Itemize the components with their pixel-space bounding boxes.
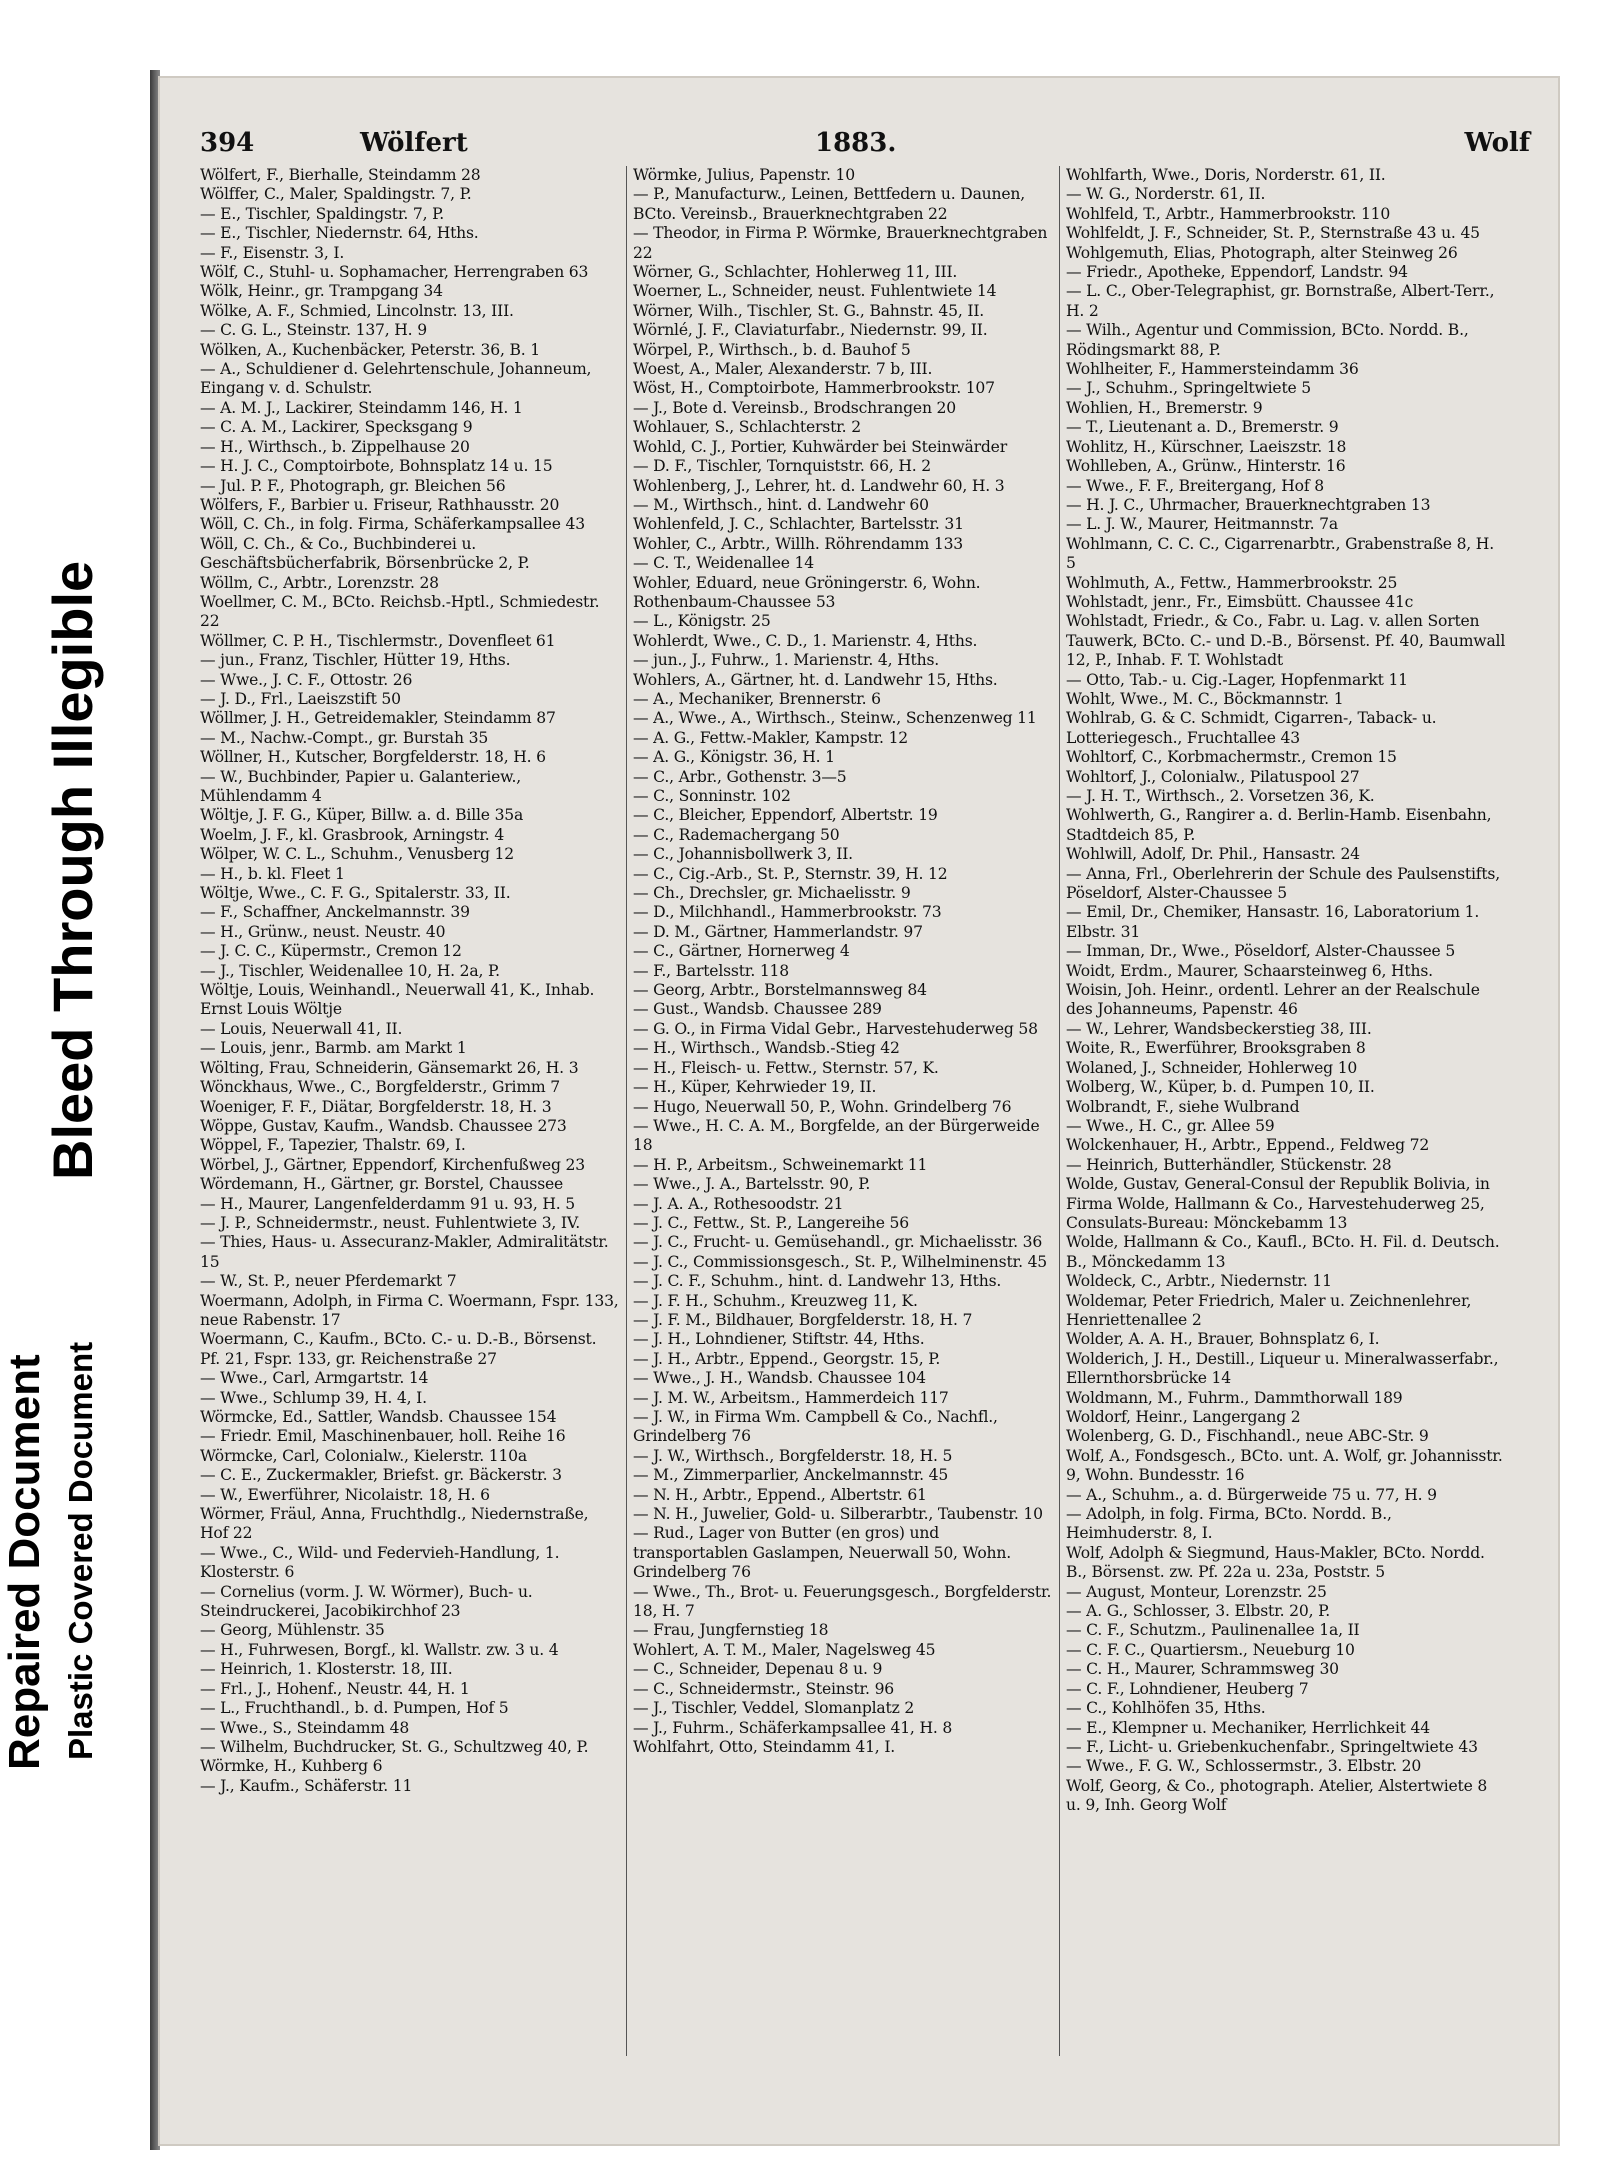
directory-entry: Wördemann, H., Gärtner, gr. Borstel, Chaussee xyxy=(200,1175,564,1194)
directory-entry: — Friedr. Emil, Maschinenbauer, holl. Reihe 16 xyxy=(200,1427,566,1446)
directory-entry: — C. F. C., Quartiersm., Neueburg 10 xyxy=(1066,1640,1355,1659)
directory-entry: — F., Licht- u. Griebenkuchenfabr., Springeltwiete 43 xyxy=(1066,1737,1478,1756)
directory-entry: Wölfers, F., Barbier u. Friseur, Rathhausstr. 20 xyxy=(200,495,560,514)
directory-entry: Wohlers, A., Gärtner, ht. d. Landwehr 15, Hths. xyxy=(633,670,998,689)
directory-entry: — J. C. F., Schuhm., hint. d. Landwehr 13, Hths. xyxy=(633,1272,1002,1291)
directory-entry: Wohlleben, A., Grünw., Hinterstr. 16 xyxy=(1066,457,1346,476)
directory-entry: — H., Wirthsch., Wandsb.-Stieg 42 xyxy=(633,1039,900,1058)
directory-entry: — W., Buchbinder, Papier u. Galanteriew., Mühlendamm 4 xyxy=(200,767,521,805)
directory-entry: Wohld, C. J., Portier, Kuhwärder bei Steinwärder xyxy=(633,437,1007,456)
directory-entry: Wohlfeld, T., Arbtr., Hammerbrookstr. 110 xyxy=(1066,204,1391,223)
directory-entry: — W., St. P., neuer Pferdemarkt 7 xyxy=(200,1272,457,1291)
directory-entry: Wohler, C., Arbtr., Willh. Röhrendamm 133 xyxy=(633,534,964,553)
column-2 xyxy=(633,166,1053,2086)
directory-entry: — Emil, Dr., Chemiker, Hansastr. 16, Laboratorium 1. Elbstr. 31 xyxy=(1066,903,1480,941)
directory-entry: Wohlmuth, A., Fettw., Hammerbrookstr. 25 xyxy=(1066,573,1398,592)
directory-entry: — C. E., Zuckermakler, Briefst. gr. Bäckerstr. 3 xyxy=(200,1466,562,1485)
directory-entry: — J. A. A., Rothesoodstr. 21 xyxy=(633,1194,844,1213)
directory-entry: — C., Bleicher, Eppendorf, Albertstr. 19 xyxy=(633,806,938,825)
directory-entry: Wolf, A., Fondsgesch., BCto. unt. A. Wolf, gr. Johannisstr. 9, Wohn. Bundesstr. 16 xyxy=(1066,1446,1503,1485)
directory-entry: — W. G., Norderstr. 61, II. xyxy=(1066,185,1266,204)
directory-entry: — H., Fleisch- u. Fettw., Sternstr. 57, K. xyxy=(633,1058,939,1077)
directory-entry: — Theodor, in Firma P. Wörmke, Brauerknechtgraben 22 xyxy=(633,224,1048,262)
directory-entry: — Heinrich, Butterhändler, Stückenstr. 28 xyxy=(1066,1155,1392,1174)
directory-entry: — C. F., Lohndiener, Heuberg 7 xyxy=(1066,1679,1309,1698)
directory-entry: — A., Mechaniker, Brennerstr. 6 xyxy=(633,689,881,708)
directory-entry: — Otto, Tab.- u. Cig.-Lager, Hopfenmarkt 11 xyxy=(1066,670,1408,689)
directory-entry: — H. J. C., Uhrmacher, Brauerknechtgraben 13 xyxy=(1066,495,1431,514)
directory-entry: — Wwe., F. G. W., Schlossermstr., 3. Elbstr. 20 xyxy=(1066,1757,1422,1776)
directory-entry: — A. G., Königstr. 36, H. 1 xyxy=(633,748,835,767)
directory-entry: Wohlfeldt, J. F., Schneider, St. P., Sternstraße 43 u. 45 xyxy=(1066,224,1480,243)
directory-entry: — A. G., Fettw.-Makler, Kampstr. 12 xyxy=(633,728,909,747)
directory-entry: — E., Klempner u. Mechaniker, Herrlichkeit 44 xyxy=(1066,1718,1430,1737)
directory-entry: — Wwe., H. C., gr. Allee 59 xyxy=(1066,1116,1275,1135)
right-catchword: Wolf xyxy=(1464,128,1530,158)
directory-entry: — J. H., Arbtr., Eppend., Georgstr. 15, P. xyxy=(633,1349,941,1368)
directory-entry: — Rud., Lager von Butter (en gros) und transportablen Gaslampen, Neuerwall 50, Wohn. Grindelberg 76 xyxy=(633,1524,1011,1582)
year: 1883. xyxy=(815,128,897,158)
directory-entry: Wohlwerth, G., Rangirer a. d. Berlin-Hamb. Eisenbahn, Stadtdeich 85, P. xyxy=(1066,806,1492,844)
directory-entry: Wörmke, Julius, Papenstr. 10 xyxy=(633,166,855,184)
directory-entry: — C., Sonninstr. 102 xyxy=(633,787,791,805)
directory-entry: — P., Manufacturw., Leinen, Bettfedern u. Daunen, BCto. Vereinsb., Brauerknechtgraben 22 xyxy=(633,185,1025,223)
directory-entry: — N. H., Juwelier, Gold- u. Silberarbtr., Taubenstr. 10 xyxy=(633,1505,1043,1524)
directory-entry: — L., Königstr. 25 xyxy=(633,612,771,631)
directory-entry: — Louis, jenr., Barmb. am Markt 1 xyxy=(200,1039,467,1058)
directory-entry: — jun., Franz, Tischler, Hütter 19, Hths. xyxy=(200,651,511,670)
left-catchword: Wölfert xyxy=(360,128,468,158)
column-rule xyxy=(626,166,627,2056)
directory-entry: Wölken, A., Kuchenbäcker, Peterstr. 36, B. 1 xyxy=(200,340,540,359)
directory-entry: Woidt, Erdm., Maurer, Schaarsteinweg 6, Hths. xyxy=(1066,961,1433,980)
directory-entry: Wohltorf, J., Colonialw., Pilatuspool 27 xyxy=(1066,767,1360,786)
directory-entry: — J. H., Lohndiener, Stiftstr. 44, Hths. xyxy=(633,1330,925,1349)
directory-entry: Wörbel, J., Gärtner, Eppendorf, Kirchenfußweg 23 xyxy=(200,1155,585,1174)
directory-entry: Woite, R., Ewerführer, Brooksgraben 8 xyxy=(1066,1039,1366,1058)
directory-entry: Wörmer, Fräul, Anna, Fruchthdlg., Niedernstraße, Hof 22 xyxy=(200,1505,589,1543)
directory-entry: — L. J. W., Maurer, Heitmannstr. 7a xyxy=(1066,515,1338,534)
directory-entry: Wörmcke, Carl, Colonialw., Kielerstr. 110a xyxy=(200,1446,528,1465)
column-3 xyxy=(1066,166,1506,2086)
directory-entry: — C., Schneidermstr., Steinstr. 96 xyxy=(633,1679,895,1698)
directory-entry: — J. C., Commissionsgesch., St. P., Wilhelminenstr. 45 xyxy=(633,1252,1048,1271)
condition-labels xyxy=(0,0,140,2177)
directory-entry: — C., Arbr., Gothenstr. 3—5 xyxy=(633,767,847,786)
directory-entry: — Wwe., J. H., Wandsb. Chaussee 104 xyxy=(633,1369,926,1388)
directory-entry: Wohlert, A. T. M., Maler, Nagelsweg 45 xyxy=(633,1640,936,1659)
directory-entry: — J. F. H., Schuhm., Kreuzweg 11, K. xyxy=(633,1291,918,1310)
directory-entry: — C. H., Maurer, Schrammsweg 30 xyxy=(1066,1660,1339,1679)
directory-entry: Woest, A., Maler, Alexanderstr. 7 b, III. xyxy=(633,360,933,379)
directory-entry: Wöllmer, C. P. H., Tischlermstr., Dovenfleet 61 xyxy=(200,631,556,650)
directory-entry: Woisin, Joh. Heinr., ordentl. Lehrer an der Realschule des Johanneums, Papenstr. 46 xyxy=(1066,981,1480,1019)
column-1 xyxy=(200,166,620,2086)
directory-entry: — J. W., Wirthsch., Borgfelderstr. 18, H. 5 xyxy=(633,1446,953,1465)
directory-entry: — H. P., Arbeitsm., Schweinemarkt 11 xyxy=(633,1155,928,1174)
directory-entry: — F., Schaffner, Anckelmannstr. 39 xyxy=(200,903,470,922)
directory-entry: Wöst, H., Comptoirbote, Hammerbrookstr. 107 xyxy=(633,379,995,398)
directory-entry: Wolberg, W., Küper, b. d. Pumpen 10, II. xyxy=(1066,1078,1375,1097)
directory-entry: Wohler, Eduard, neue Gröningerstr. 6, Wohn. Rothenbaum-Chaussee 53 xyxy=(633,573,981,611)
directory-entry: — Thies, Haus- u. Assecuranz-Makler, Admiralitätstr. 15 xyxy=(200,1233,609,1271)
directory-entry: — J., Kaufm., Schäferstr. 11 xyxy=(200,1776,413,1795)
directory-entry: Woldeck, C., Arbtr., Niedernstr. 11 xyxy=(1066,1272,1332,1291)
directory-entry: — D. M., Gärtner, Hammerlandstr. 97 xyxy=(633,922,923,941)
directory-entry: — C. G. L., Steinstr. 137, H. 9 xyxy=(200,321,427,340)
directory-entry: Woerner, L., Schneider, neust. Fuhlentwiete 14 xyxy=(633,282,997,301)
directory-entry: — F., Eisenstr. 3, I. xyxy=(200,243,345,262)
directory-entry: — Frau, Jungfernstieg 18 xyxy=(633,1621,829,1640)
directory-entry: — Wwe., F. F., Breitergang, Hof 8 xyxy=(1066,476,1324,495)
directory-entry: — J. C. C., Küpermstr., Cremon 12 xyxy=(200,942,462,961)
directory-entry: Wöppel, F., Tapezier, Thalstr. 69, I. xyxy=(200,1136,466,1155)
directory-entry: Wölffer, C., Maler, Spaldingstr. 7, P. xyxy=(200,185,472,204)
directory-entry: Woermann, C., Kaufm., BCto. C.- u. D.-B., Börsenst. Pf. 21, Fspr. 133, gr. Reichenstraße 27 xyxy=(200,1330,597,1368)
column-rule xyxy=(1059,166,1060,2056)
directory-entry: — August, Monteur, Lorenzstr. 25 xyxy=(1066,1582,1327,1601)
directory-entry: Wölting, Frau, Schneiderin, Gänsemarkt 26, H. 3 xyxy=(200,1058,579,1077)
directory-entry: — Georg, Arbtr., Borstelmannsweg 84 xyxy=(633,981,927,1000)
directory-entry: Woldorf, Heinr., Langergang 2 xyxy=(1066,1408,1301,1426)
directory-entry: Wohlt, Wwe., M. C., Böckmannstr. 1 xyxy=(1066,689,1344,708)
directory-entry: Wohlmann, C. C. C., Cigarrenarbtr., Grabenstraße 8, H. 5 xyxy=(1066,534,1494,573)
directory-entry: — Wwe., C., Wild- und Federvieh-Handlung, 1. Klosterstr. 6 xyxy=(200,1543,560,1582)
directory-entry: — Wwe., J. A., Bartelsstr. 90, P. xyxy=(633,1175,871,1194)
directory-entry: — L. C., Ober-Telegraphist, gr. Bornstraße, Albert-Terr., H. 2 xyxy=(1066,282,1495,320)
directory-entry: — Gust., Wandsb. Chaussee 289 xyxy=(633,1000,882,1019)
directory-entry: — C., Gärtner, Hornerweg 4 xyxy=(633,942,850,961)
directory-entry: Wölk, Heinr., gr. Trampgang 34 xyxy=(200,282,443,301)
directory-entry: Wolckenhauer, H., Arbtr., Eppend., Feldweg 72 xyxy=(1066,1136,1430,1155)
directory-entry: Wöllmer, J. H., Getreidemakler, Steindamm 87 xyxy=(200,709,556,728)
directory-entry: — E., Tischler, Niedernstr. 64, Hths. xyxy=(200,224,479,243)
directory-entry: — J., Schuhm., Springeltwiete 5 xyxy=(1066,379,1312,398)
directory-entry: Wohlheiter, F., Hammersteindamm 36 xyxy=(1066,360,1359,379)
directory-entry: Wöltje, J. F. G., Küper, Billw. a. d. Bille 35a xyxy=(200,806,524,825)
directory-entry: Wolaned, J., Schneider, Hohlerweg 10 xyxy=(1066,1058,1358,1077)
directory-entry: Wohlrab, G. & C. Schmidt, Cigarren-, Taback- u. Lotteriegesch., Fruchtallee 43 xyxy=(1066,709,1437,747)
directory-entry: — Wwe., J. C. F., Ottostr. 26 xyxy=(200,670,413,689)
directory-entry: Wolder, A. A. H., Brauer, Bohnsplatz 6, I. xyxy=(1066,1330,1380,1349)
directory-entry: — Ch., Drechsler, gr. Michaelisstr. 9 xyxy=(633,884,911,903)
page-header xyxy=(200,128,1530,168)
directory-entry: Woeniger, F. F., Diätar, Borgfelderstr. 18, H. 3 xyxy=(200,1097,552,1116)
directory-entry: — J. W., in Firma Wm. Campbell & Co., Nachfl., Grindelberg 76 xyxy=(633,1408,998,1446)
directory-entry: Wöllm, C., Arbtr., Lorenzstr. 28 xyxy=(200,573,439,592)
directory-entry: — H., Maurer, Langenfelderdamm 91 u. 93, H. 5 xyxy=(200,1194,576,1213)
directory-entry: — A. G., Schlosser, 3. Elbstr. 20, P. xyxy=(1066,1602,1330,1621)
directory-entry: — J. P., Schneidermstr., neust. Fuhlentwiete 3, IV. xyxy=(200,1213,580,1232)
bleed-through-illegible-label: Bleed Through Illegible xyxy=(41,560,104,1180)
directory-entry: — J., Tischler, Weidenallee 10, H. 2a, P. xyxy=(200,961,500,980)
directory-entry: Wörner, Wilh., Tischler, St. G., Bahnstr. 45, II. xyxy=(633,301,985,320)
directory-entry: Wohlstadt, Friedr., & Co., Fabr. u. Lag. v. allen Sorten Tauwerk, BCto. C.- und D.-B., Börsenst. Pf. 40, Baumwall 12, P., Inhab. F. T. Wohlstadt xyxy=(1066,612,1506,670)
directory-entry: — Georg, Mühlenstr. 35 xyxy=(200,1621,385,1640)
directory-entry: — T., Lieutenant a. D., Bremerstr. 9 xyxy=(1066,418,1339,437)
plastic-covered-label: Plastic Covered Document xyxy=(62,1341,99,1760)
directory-entry: Wöltje, Louis, Weinhandl., Neuerwall 41, K., Inhab. Ernst Louis Wöltje xyxy=(200,981,595,1019)
directory-entry: Wohlfarth, Wwe., Doris, Norderstr. 61, II. xyxy=(1066,166,1386,184)
directory-entry: Wörnlé, J. F., Claviaturfabr., Niedernstr. 99, II. xyxy=(633,321,988,340)
directory-entry: Wörmcke, Ed., Sattler, Wandsb. Chaussee 154 xyxy=(200,1408,557,1426)
directory-entry: — Wwe., Carl, Armgartstr. 14 xyxy=(200,1369,429,1388)
directory-entry: — J. M. W., Arbeitsm., Hammerdeich 117 xyxy=(633,1388,949,1407)
directory-entry: Woelm, J. F., kl. Grasbrook, Arningstr. 4 xyxy=(200,825,505,844)
directory-entry: — Wilhelm, Buchdrucker, St. G., Schultzweg 40, P. xyxy=(200,1737,589,1756)
directory-entry: Wolderich, J. H., Destill., Liqueur u. Mineralwasserfabr., Ellernthorsbrücke 14 xyxy=(1066,1349,1499,1388)
directory-entry: — A., Schuldiener d. Gelehrtenschule, Johanneum, Eingang v. d. Schulstr. xyxy=(200,360,592,398)
directory-entry: Wolf, Adolph & Siegmund, Haus-Makler, BCto. Nordd. B., Börsenst. zw. Pf. 22a u. 23a, Poststr. 5 xyxy=(1066,1543,1485,1582)
directory-entry: — Friedr., Apotheke, Eppendorf, Landstr. 94 xyxy=(1066,263,1408,282)
directory-entry: — A. M. J., Lackirer, Steindamm 146, H. 1 xyxy=(200,398,523,417)
directory-entry: — Frl., J., Hohenf., Neustr. 44, H. 1 xyxy=(200,1679,470,1698)
directory-entry: Wohlien, H., Bremerstr. 9 xyxy=(1066,398,1263,417)
directory-entry: Wörner, G., Schlachter, Hohlerweg 11, III. xyxy=(633,263,958,282)
directory-entry: — jun., J., Fuhrw., 1. Marienstr. 4, Hths. xyxy=(633,651,940,670)
directory-entry: — Cornelius (vorm. J. W. Wörmer), Buch- u. Steindruckerei, Jacobikirchhof 23 xyxy=(200,1582,533,1621)
directory-entry: — J., Tischler, Veddel, Slomanplatz 2 xyxy=(633,1699,915,1718)
page-number: 394 xyxy=(200,128,255,158)
directory-entry: Wölf, C., Stuhl- u. Sophamacher, Herrengraben 63 xyxy=(200,263,589,282)
directory-entry: Wohlauer, S., Schlachterstr. 2 xyxy=(633,418,861,437)
directory-entry: — C. T., Weidenallee 14 xyxy=(633,554,814,573)
directory-entry: — D. F., Tischler, Tornquiststr. 66, H. 2 xyxy=(633,457,931,476)
directory-entry: Wolde, Gustav, General-Consul der Republik Bolivia, in Firma Wolde, Hallmann & Co., Harvestehuderweg 25, Consulats-Bureau: Mönckebamm 13 xyxy=(1066,1175,1490,1232)
directory-entry: Wölper, W. C. L., Schuhm., Venusberg 12 xyxy=(200,845,514,864)
directory-entry: Wöppe, Gustav, Kaufm., Wandsb. Chaussee 273 xyxy=(200,1116,567,1135)
directory-entry: Wohlstadt, jenr., Fr., Eimsbütt. Chaussee 41c xyxy=(1066,592,1414,611)
directory-entry: — W., Lehrer, Wandsbeckerstieg 38, III. xyxy=(1066,1019,1372,1038)
directory-entry: — Wwe., S., Steindamm 48 xyxy=(200,1718,410,1737)
directory-entry: — C., Rademachergang 50 xyxy=(633,825,840,844)
directory-entry: — Wwe., Th., Brot- u. Feuerungsgesch., Borgfelderstr. 18, H. 7 xyxy=(633,1582,1052,1621)
directory-entry: — H., Grünw., neust. Neustr. 40 xyxy=(200,922,446,941)
directory-entry: — J. C., Frucht- u. Gemüsehandl., gr. Michaelisstr. 36 xyxy=(633,1233,1043,1252)
directory-entry: — J., Fuhrm., Schäferkampsallee 41, H. 8 xyxy=(633,1718,953,1737)
directory-entry: — G. O., in Firma Vidal Gebr., Harvestehuderweg 58 xyxy=(633,1019,1038,1038)
directory-entry: Wörmke, H., Kuhberg 6 xyxy=(200,1757,383,1776)
directory-entry: Wohlgemuth, Elias, Photograph, alter Steinweg 26 xyxy=(1066,243,1458,262)
repaired-document-label: Repaired Document xyxy=(0,1354,49,1770)
directory-entry: Wohlitz, H., Kürschner, Laeiszstr. 18 xyxy=(1066,437,1347,456)
directory-entry: Woermann, Adolph, in Firma C. Woermann, Fspr. 133, neue Rabenstr. 17 xyxy=(200,1291,619,1329)
directory-entry: — H., Fuhrwesen, Borgf., kl. Wallstr. zw. 3 u. 4 xyxy=(200,1640,559,1659)
directory-entry: Wölfert, F., Bierhalle, Steindamm 28 xyxy=(200,166,481,184)
directory-entry: — H., b. kl. Fleet 1 xyxy=(200,864,345,883)
directory-entry: — J. F. M., Bildhauer, Borgfelderstr. 18, H. 7 xyxy=(633,1310,973,1329)
directory-entry: — C. A. M., Lackirer, Specksgang 9 xyxy=(200,418,473,437)
directory-entry: Wöllner, H., Kutscher, Borgfelderstr. 18, H. 6 xyxy=(200,748,546,767)
directory-entry: Wölke, A. F., Schmied, Lincolnstr. 13, III. xyxy=(200,301,514,320)
directory-entry: Wönckhaus, Wwe., C., Borgfelderstr., Grimm 7 xyxy=(200,1078,560,1097)
directory-entry: — Wwe., Schlump 39, H. 4, I. xyxy=(200,1388,427,1407)
directory-entry: — E., Tischler, Spaldingstr. 7, P. xyxy=(200,204,445,223)
directory-entry: — H., Küper, Kehrwieder 19, II. xyxy=(633,1078,877,1097)
directory-entry: — H. J. C., Comptoirbote, Bohnsplatz 14 u. 15 xyxy=(200,457,553,476)
directory-entry: Wolenberg, G. D., Fischhandl., neue ABC-Str. 9 xyxy=(1066,1427,1429,1446)
directory-entry: — H., Wirthsch., b. Zippelhause 20 xyxy=(200,437,470,456)
directory-entry: — F., Bartelsstr. 118 xyxy=(633,961,789,980)
directory-entry: Wohlenberg, J., Lehrer, ht. d. Landwehr 60, H. 3 xyxy=(633,476,1005,495)
directory-entry: Wohlwill, Adolf, Dr. Phil., Hansastr. 24 xyxy=(1066,845,1360,864)
directory-entry: — C., Johannisbollwerk 3, II. xyxy=(633,845,853,864)
directory-entry: — Anna, Frl., Oberlehrerin der Schule des Paulsenstifts, Pöseldorf, Alster-Chaussee 5 xyxy=(1066,864,1500,903)
directory-entry: — J., Bote d. Vereinsb., Brodschrangen 20 xyxy=(633,398,956,417)
directory-entry: — J. C., Fettw., St. P., Langereihe 56 xyxy=(633,1213,909,1232)
directory-entry: — J. D., Frl., Laeiszstift 50 xyxy=(200,689,401,708)
directory-entry: — Jul. P. F., Photograph, gr. Bleichen 56 xyxy=(200,476,506,495)
directory-entry: — Louis, Neuerwall 41, II. xyxy=(200,1019,403,1038)
directory-entry: — Hugo, Neuerwall 50, P., Wohn. Grindelberg 76 xyxy=(633,1097,1012,1116)
directory-entry: — N. H., Arbtr., Eppend., Albertstr. 61 xyxy=(633,1485,927,1504)
directory-entry: — A., Wwe., A., Wirthsch., Steinw., Schenzenweg 11 xyxy=(633,709,1037,728)
directory-entry: Wolde, Hallmann & Co., Kaufl., BCto. H. Fil. d. Deutsch. B., Mönckedamm 13 xyxy=(1066,1233,1500,1271)
directory-entry: — Adolph, in folg. Firma, BCto. Nordd. B., Heimhuderstr. 8, I. xyxy=(1066,1505,1392,1543)
directory-entry: Wolf, Georg, & Co., photograph. Atelier, Alstertwiete 8 u. 9, Inh. Georg Wolf xyxy=(1066,1776,1488,1815)
directory-entry: — Imman, Dr., Wwe., Pöseldorf, Alster-Chaussee 5 xyxy=(1066,942,1456,961)
directory-entry: — M., Zimmerparlier, Anckelmannstr. 45 xyxy=(633,1466,949,1485)
directory-entry: Wohlerdt, Wwe., C. D., 1. Marienstr. 4, Hths. xyxy=(633,631,978,650)
directory-entry: Wöll, C. Ch., in folg. Firma, Schäferkampsallee 43 xyxy=(200,515,585,534)
directory-entry: Wörpel, P., Wirthsch., b. d. Bauhof 5 xyxy=(633,340,911,359)
directory-entry: Wolbrandt, F., siehe Wulbrand xyxy=(1066,1097,1300,1116)
directory-entry: Woldemar, Peter Friedrich, Maler u. Zeichnenlehrer, Henriettenallee 2 xyxy=(1066,1291,1472,1329)
directory-entry: Wohlenfeld, J. C., Schlachter, Bartelsstr. 31 xyxy=(633,515,964,534)
directory-entry: — C. F., Schutzm., Paulinenallee 1a, II xyxy=(1066,1621,1360,1640)
directory-entry: — D., Milchhandl., Hammerbrookstr. 73 xyxy=(633,903,942,922)
directory-entry: — J. H. T., Wirthsch., 2. Vorsetzen 36, K. xyxy=(1066,787,1375,805)
directory-entry: — Wwe., H. C. A. M., Borgfelde, an der Bürgerweide 18 xyxy=(633,1116,1040,1155)
directory-entry: — C., Schneider, Depenau 8 u. 9 xyxy=(633,1660,883,1679)
directory-entry: Wohlfahrt, Otto, Steindamm 41, I. xyxy=(633,1737,896,1756)
directory-entry: — Heinrich, 1. Klosterstr. 18, III. xyxy=(200,1660,453,1679)
directory-entry: — L., Fruchthandl., b. d. Pumpen, Hof 5 xyxy=(200,1699,509,1718)
directory-entry: Woldmann, M., Fuhrm., Dammthorwall 189 xyxy=(1066,1388,1403,1407)
directory-entry: Woellmer, C. M., BCto. Reichsb.-Hptl., Schmiedestr. 22 xyxy=(200,592,600,631)
directory-entry: Wöll, C. Ch., & Co., Buchbinderei u. Geschäftsbücherfabrik, Börsenbrücke 2, P. xyxy=(200,534,530,573)
directory-entry: Wöltje, Wwe., C. F. G., Spitalerstr. 33, II. xyxy=(200,884,511,903)
directory-entry: Wohltorf, C., Korbmachermstr., Cremon 15 xyxy=(1066,748,1397,767)
directory-entry: — M., Nachw.-Compt., gr. Burstah 35 xyxy=(200,728,489,747)
directory-entry: — M., Wirthsch., hint. d. Landwehr 60 xyxy=(633,495,929,514)
directory-entry: — W., Ewerführer, Nicolaistr. 18, H. 6 xyxy=(200,1485,490,1504)
directory-entry: — C., Cig.-Arb., St. P., Sternstr. 39, H. 12 xyxy=(633,864,948,883)
directory-entry: — A., Schuhm., a. d. Bürgerweide 75 u. 77, H. 9 xyxy=(1066,1485,1437,1504)
directory-entry: — Wilh., Agentur und Commission, BCto. Nordd. B., Rödingsmarkt 88, P. xyxy=(1066,321,1469,359)
directory-entry: — C., Kohlhöfen 35, Hths. xyxy=(1066,1699,1266,1718)
